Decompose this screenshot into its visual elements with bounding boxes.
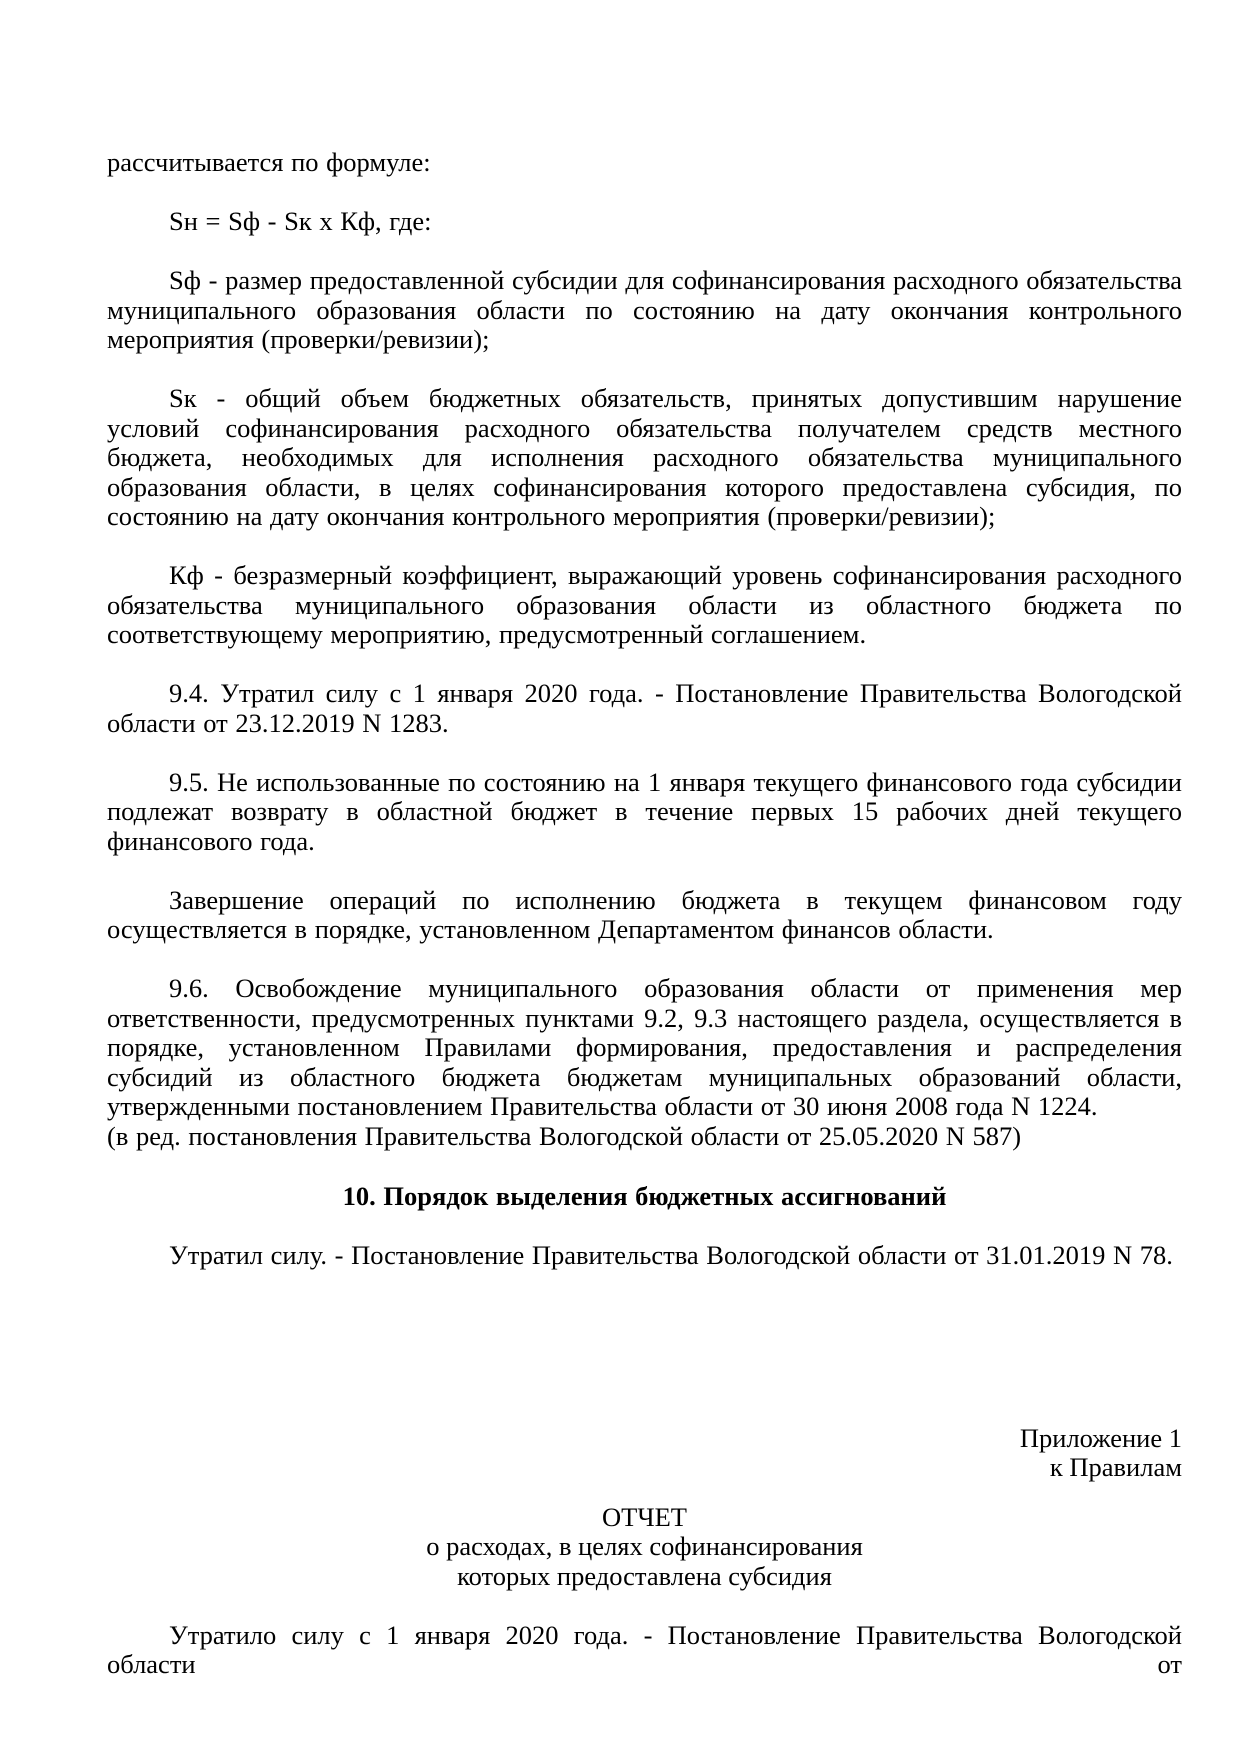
appendix-label xyxy=(107,1424,1182,1483)
paragraph-definition-sk: Sк - общий объем бюджетных обязательств, принятых допустившим нарушение условий софинансирования расходного обязательства получателем средств местного бюджета, необходимых для исполнения расходного обязательства муниципального образования области, в целях софинансирования которого предоставлена субсидия, по состоянию на дату окончания контрольного мероприятия (проверки/ревизии); xyxy=(107,383,1182,531)
paragraph-formula-intro: рассчитывается по формуле: xyxy=(107,147,431,177)
report-title: ОТЧЕТ xyxy=(602,1501,687,1532)
paragraph-formula: Sн = Sф - Sк x Кф, где: xyxy=(169,206,432,236)
report-title-block xyxy=(107,1503,1182,1592)
paragraph-definition-kf: Кф - безразмерный коэффициент, выражающий уровень софинансирования расходного обязательства муниципального образования области из областного бюджета по соответствующему мероприятию, предусмотренный соглашением. xyxy=(107,560,1182,649)
paragraph-clause-9-6: 9.6. Освобождение муниципального образования области от применения мер ответственности, предусмотренных пунктами 9.2, 9.3 настоящего раздела, осуществляется в порядке, установленном Правилами формирования, предоставления и распределения субсидий из областного бюджета бюджетам муниципальных образований области, утвержденными постановлением Правительства области от 30 июня 2008 года N 1224. xyxy=(107,973,1182,1121)
paragraph-amendment-note: (в ред. постановления Правительства Вологодской области от 25.05.2020 N 587) xyxy=(107,1120,1022,1151)
report-subtitle-line2: которых предоставлена субсидия xyxy=(457,1560,832,1591)
paragraph-report-note: Утратило силу с 1 января 2020 года. - Постановление Правительства Вологодской области от xyxy=(107,1619,1182,1679)
paragraph-clause-9-4: 9.4. Утратил силу с 1 января 2020 года. - Постановление Правительства Вологодской области от 23.12.2019 N 1283. xyxy=(107,678,1182,738)
paragraph-definition-sf: Sф - размер предоставленной субсидии для софинансирования расходного обязательства муниципального образования области по состоянию на дату окончания контрольного мероприятия (проверки/ревизии); xyxy=(107,265,1182,354)
appendix-label-line2: к Правилам xyxy=(1049,1452,1182,1482)
appendix-label-line1: Приложение 1 xyxy=(1019,1422,1182,1453)
paragraph-clause-9-5: 9.5. Не использованные по состоянию на 1 января текущего финансового года субсидии подлежат возврату в областной бюджет в течение первых 15 рабочих дней текущего финансового года. xyxy=(107,766,1182,856)
section-10-heading: 10. Порядок выделения бюджетных ассигнований xyxy=(342,1181,947,1211)
report-subtitle-line1: о расходах, в целях софинансирования xyxy=(426,1531,863,1561)
paragraph-budget-completion: Завершение операций по исполнению бюджета в текущем финансовом году осуществляется в порядке, установленном Департаментом финансов области. xyxy=(107,884,1182,944)
paragraph-section-10-body: Утратил силу. - Постановление Правительства Вологодской области от 31.01.2019 N 78. xyxy=(169,1240,1173,1270)
